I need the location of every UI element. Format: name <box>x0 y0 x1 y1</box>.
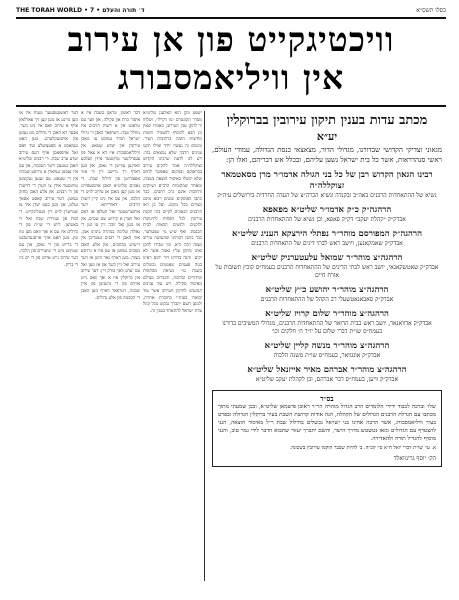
rabbi-entry <box>208 170 446 200</box>
rabbi-name: רבינו הגאון הקדוש רבן של כל בני הגולה אדמו״ר מרן מסאטמאר זצוקללה״ה <box>221 170 433 191</box>
letter-subtitle: יע״א <box>316 130 338 143</box>
rabbi-name: הרהגה״צ מוהר״ר מנשה קליין שליט״א <box>264 341 390 351</box>
headline <box>16 21 446 97</box>
rabbi-entry <box>208 285 446 304</box>
rabbi-name: הרהגה״ק המפורסם מוהר״ר נפתלי הירצקא העניג שליט״א <box>232 229 422 239</box>
letter-box <box>212 390 442 467</box>
rabbi-title: אבדק״ק אונגוואר, בעמח״ס שו״ת משנה הלכות <box>273 352 381 359</box>
rabbi-entry <box>208 253 446 280</box>
letter-title: מכתב עדות בענין תיקון עירובין בברוקלין <box>226 113 428 128</box>
box-signature: הק׳ יוסף גרינוואלד <box>393 455 436 462</box>
article-column-2: דבר ראשון, טראגן בשבת איז א איסור כרת און סקילה, און ווער עס טראגט אין א רשות הרבים איז מחלל שבת. דערפאר האבן די גדולי ישראל תמיד געזוכט צו מאכן עירובין אין יעדע שטאט. אין ווילליאמסבורג איז דא א צאל פון צענדליגער טויזנטער אידן וועלכע וואוינען צווישן די גאסן, און מען דארף זיך מיישב זיין ווי אזוי אפצוהיטן פון חילול שבת. די גאונים שליט״א האבן אויסגעפירט אז מען קען מאכן אן עירוב לויט די הלכה, און עס איז ניט קיין רשות הרבים דאורייתא. דער אויבערשטער זאל העלפן אז דאס זאל ווערן א קידוש שם שמים, און אז מען זאל זוכה זיין צו זען די גאולה שלימה במהרה בימינו אמן. אזוי האבן די רבנים געשריבן אין זייערע מכתבים, און אלע האבן מסכים געווען אז עס איז א גרויסע מצוה. מען דארף נאר היטן אז דער עירוב זאל זיין כשר און אז מען זאל עס יעדע וואך בודק זיין. דער עירוב אין ברוקלין איז א זאך וואס גייט ארויס פון די גרעניצן פון איין שכונה, דערפאר דארף מען האבן די הסכמה פון אלע גדולים. <box>81 111 140 301</box>
rabbi-list <box>208 170 446 384</box>
letter-column <box>208 111 446 591</box>
rabbi-entry <box>208 341 446 360</box>
headline-rule <box>16 105 446 107</box>
rabbi-name: הרהגה״צ מוהר״ר אברהם מאיר אייזנאל שליט״א <box>247 365 407 375</box>
rabbi-title: נשיא של ההתאחדות הרבנים באה״ב ובקנדה ונשיא הכרה״צ של העדה החרדית בירושלים עיה״ק <box>217 192 437 199</box>
letter-intro: מגאוני וצדיקי הקדושי שבדורנו, מגדולי הדור, מצאצאי כנסת הגדולה, עמודי העולם, ראשי סנהדראות, אשר כל בית ישראל נשען עליהם, ובכלל אש דבריהם, ואלו הן: <box>212 146 442 164</box>
rabbi-title: אבדק״ק ״קהלת יעקב״ דק״ק פאפא, וכן נשיא של ההתאחדות הרבנים <box>248 216 406 223</box>
headline-line-2: אין וויליאמסבורג <box>117 58 345 97</box>
issue-date: כסלו תשס״א <box>416 7 446 14</box>
box-footnote: א. עי׳ שו״ת דברי יואל ח״א סי׳ קכ״ה. ב׳ להיות שכבר הוקמו עירובין בשכונה. <box>289 445 436 451</box>
rabbi-title: אבדק״ק וויען, בעמח״ס דבר אברהם, ובן לקהלת יעקב שליט״א <box>255 376 399 383</box>
article-column-1: ישפט ונקן הוא האלענן שליט״א מסדר הקונטרס ״גזו דקייל״, ושלחו יד לתקן ענין העירוב, באמרו שאין מן הבא להוסיף להעמיד חומות מחיצות חומה ברחובות העיר. ומשום זה נעשה יחיד ואילו תקנו ענינים הרבה שלא נמצאים בזה. ויש לנו לדעת שרבינו הקדוש זצוקללה״ה אמר להקים עירוב בבראנקס ובמקום שאפשר לחוש שלא יכשלו באיסור הוצאה בשבת. ומאחר שמקומות הרבים ושווקים ורחובות אינם כ״כ רחבים, כבר כתבו הפוסקים ששים רבוא אינם מצויים בכל מקום. ועל כן ראו הרבנים הגאונים לקיים בזה תקנת עירובין לכל הפחות לתינוקות ולזקנים ולנשים הבאות לבית הכנסת. ואף שיש מי שמערער, כבר כתבו רבותינו שהעושה עירוב מצוה רבה היא, ומי שבידו לתקן ואינו מתקן עליו נאמר אשר לא יקים. והנה בדורנו דור יתום ראינו כמה פעמים שאנשים נכשלים בשבת ע״י נשיאת מפתחות וסידורים וכדומה, והעירוב מצילם מאיסור סקילה. ויש עוד ענינים הנוגעים לתיקון העירוב אשר עוד יבוארו בעזה״י בחוברת אחרת. ולמען השם יתברך נבקש מכל קהל עדת ישראל להתאחד בענין זה. <box>143 111 202 314</box>
headline-line-1: וויכטיגקייט פון אן עירוב <box>67 20 395 59</box>
rabbi-entry <box>208 205 446 224</box>
rabbi-entry <box>208 229 446 248</box>
box-text: שלו׳ וברכה לכבוד ידידי הלומדים הרב הגדול מוהרה הר״ר ראובן פישמאן שליט״א, ובכן שמעתי מתוך מכתבו עם הגדלת הרבנים הגדולים של הקהלה, הנה אודות קדושת השבת בעיר ברוקלין הגדולה ובפרט בעיר וויליאמסבורג, אשר הרבה אחינו בני ישראל נכשלים בחילול שבת ר״ל באיסור הוצאה, הנני להצטרף עם הגדולים ומאז נטשטש מדרך הישר, והשם יתברך יעזור שתבוא הדבר לידי גמר טוב, והנני מוסיף להגדיל תורה ולהאדירה. <box>218 404 436 442</box>
rabbi-entry <box>208 365 446 384</box>
masthead-label: THE TORAH WORLD • 7 • ד׳ תורה והעלם <box>16 7 145 14</box>
column-divider <box>204 111 205 581</box>
rabbi-name: הרהגה״צ מוהר״ר שמואל עלעטערניק שליט״א <box>251 253 403 263</box>
box-heading: בס״ד <box>320 394 334 403</box>
article-columns <box>16 111 202 581</box>
rabbi-name: הרהגה״צ מוהר״ר שלום קרויז שליט״א <box>265 309 389 319</box>
rabbi-title: אבדק״ק שאמקאנען, ויושב ראש לבתי דינים של התאחדות הרבנים <box>251 240 403 247</box>
article-column-3: דער ראשטעסטער טעות איז אז מען מיינט אז מען קען זיך פארלאזן אויף א עירוב וואס איז ניט כשר. אבער דא האבן די גדולים גוט געזען און אויסגעקלערט. מען האט געמאכט א ספעציעלע ועד וואס זאל אויפפאסן אויף דעם עירוב יעדע ערב שבת. די רבנים שליט״א האבן געגעבן זייער הסכמה, און עס איז נעכטן געווארן א גרויסע שמחה אין די שטאט. עס זענען געקומען טויזנטער אידן צו הערן די דרשות פון די רבנים, און אלע האבן מחזק געווען. דער עירוב קאסט אסאך געלט, און מען בעט יעדן איד צו שטייערן לויט זיין מעגליכקייט. די זכות פון שמירת שבת זאל זיי באשיצן. לויט די שו״ת פון די גדולים איז עס א זאך וואס מען מוז טון. מען האט אויך אויסגערעכנט די ברייט פון די גאסן, און עס שטימט מיט די שיעורים פון הלכה. דער עירוב גייט ארום פון די ים ביז די בריק. <box>19 111 78 268</box>
rabbi-name: הרהגה״צ מוהר״ר יהושע כ״ץ שליט״א <box>265 285 389 295</box>
rabbi-name: הרהגה״ק כ״ק אדמו״ר שליט״א מפאפא <box>262 205 392 215</box>
rabbi-title: אבדק״ק אדוואנאר, יושב ראש בבית הדואר של ההתאחדות הרבנים, מגדולי המשיבים בדורנו בעמח״ס שו״ת דברי שלום על יו״ד ח׳ חלקים וכו׳ <box>222 320 432 335</box>
rabbi-entry <box>208 309 446 336</box>
rabbi-title: אבדק״ק שאטשקאגאי, יושב ראש לבתי הדינים של ההתאחדות הרבנים בעמח״ס קובץ תשובות על אורח חיים <box>215 264 439 279</box>
newspaper-page <box>16 6 446 592</box>
page-header <box>16 6 446 19</box>
rabbi-title: אבדק״ק סאבאנאטשעלי רב הקהל של ההתאחדות הרבנים <box>260 296 394 303</box>
